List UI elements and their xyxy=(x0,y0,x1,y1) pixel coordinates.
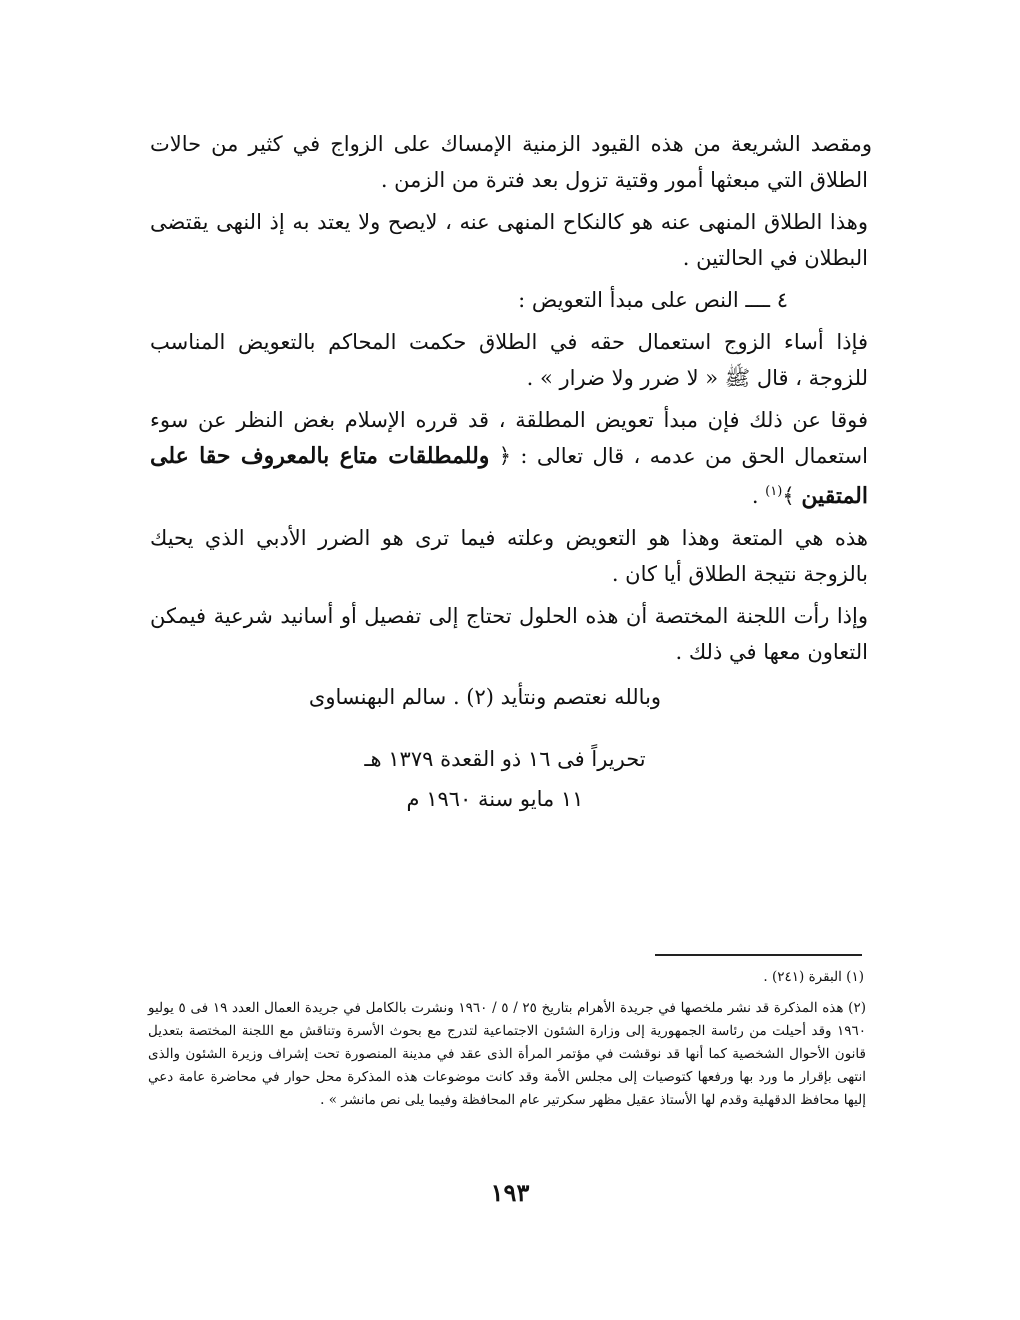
date-hijri: تحريراً فى ١٦ ذو القعدة ١٣٧٩ هـ xyxy=(364,747,646,771)
footnotes xyxy=(148,966,866,1112)
section-heading: ٤ ــــ النص على مبدأ التعويض : xyxy=(518,288,788,312)
main-text xyxy=(150,126,872,670)
paragraph-5: هذه هي المتعة وهذا هو التعويض وعلته فيما ترى هو الضرر الأدبي الذي يحيك بالزوجة نتيجة الطلاق أيا كان . xyxy=(150,526,868,586)
signature: وبالله نعتصم ونتأيد (٢) . سالم البهنساوى xyxy=(308,685,662,709)
page-number: ١٩٣ xyxy=(490,1178,530,1207)
paragraph-6: وإذا رأت اللجنة المختصة أن هذه الحلول تحتاج إلى تفصيل أو أسانيد شرعية فيمكن التعاون معها في ذلك . xyxy=(150,604,868,664)
footnote-1: (١) البقرة (٢٤١) . xyxy=(763,969,864,985)
footnote-divider xyxy=(655,954,862,956)
paragraph-3: فإذا أساء الزوج استعمال حقه في الطلاق حكمت المحاكم بالتعويض المناسب للزوجة ، قال ﷺ « لا ضرر ولا ضرار » . xyxy=(150,330,868,390)
paragraph-4 xyxy=(150,402,868,514)
verse-close-bracket: ﴾ xyxy=(782,484,795,508)
paragraph-2: وهذا الطلاق المنهى عنه هو كالنكاح المنهى عنه ، لايصح ولا يعتد به إذ النهى يقتضى البطلان في الحالتين . xyxy=(150,210,868,270)
footnote-ref-1: (١) xyxy=(765,484,783,499)
footnote-2: (٢) هذه المذكرة قد نشر ملخصها في جريدة الأهرام بتاريخ ٢٥ / ٥ / ١٩٦٠ ونشرت بالكامل في جريدة العمال العدد ١٩ فى ٥ يوليو ١٩٦٠ وقد أحيلت من رئاسة الجمهورية إلى وزارة الشئون الاجتماعية لتدرج مع بحوث الأسرة وتناقش مع اللجنة المختصة بتعديل قانون الأحوال الشخصية كما أنها قد نوقشت في مؤتمر المرأة الذى عقد في مدينة المنصورة تحت إشراف وزيرة الشئون والذى انتهى بإقرار ما ورد بها ورفعها كتوصيات إلى مجلس الأمة وقد كانت موضوعات هذه المذكرة محل حوار في محاضرة عامة دعي إليها محافظ الدقهلية وقدم لها الأستاذ عقيل مظهر سكرتير عام المحافظة وفيما يلى نص مانشر » . xyxy=(148,1000,866,1108)
paragraph-1: ومقصد الشريعة من هذه القيود الزمنية الإمساك على الزواج في كثير من حالات الطلاق التي مبعثها أمور وقتية تزول بعد فترة من الزمن . xyxy=(150,132,872,192)
quran-verse: وللمطلقات متاع بالمعروف حقا على المتقين xyxy=(150,443,868,509)
date-gregorian: ١١ مايو سنة ١٩٦٠ م xyxy=(406,787,584,811)
paragraph-4-text: فوقا عن ذلك فإن مبدأ تعويض المطلقة ، قد قرره الإسلام بغض النظر عن سوء استعمال الحق من عدمه ، قال تعالى : ﴿ xyxy=(150,408,868,468)
paragraph-4-end: . xyxy=(751,484,766,508)
